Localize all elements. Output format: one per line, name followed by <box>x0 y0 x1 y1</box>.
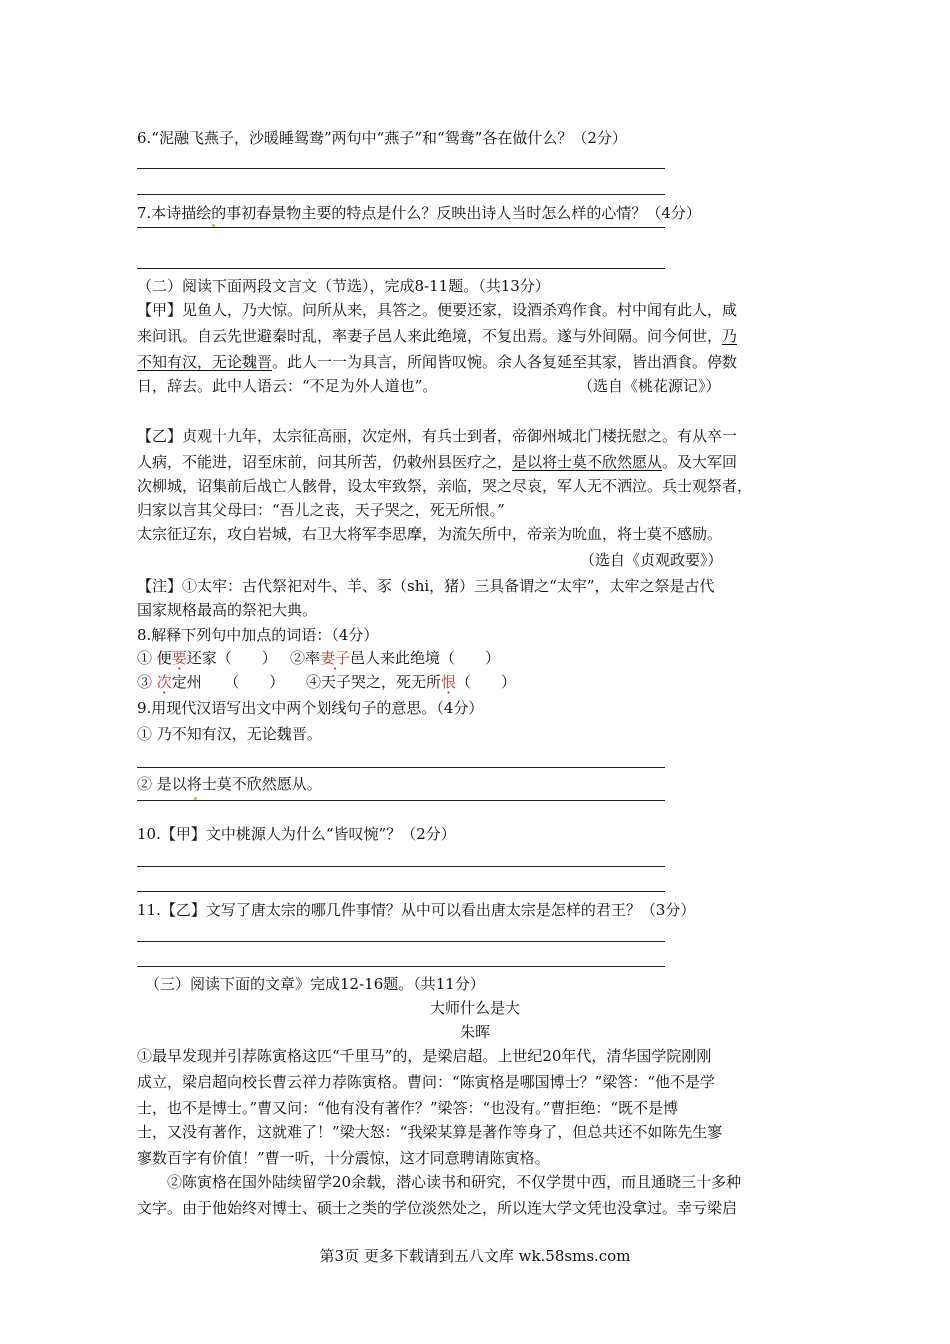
question-7: 7.本诗描绘的事初春景物主要的特点是什么？反映出诗人当时怎么样的心情？（4分） <box>137 204 701 222</box>
underlined-sentence-1: 不知有汉，无论魏晋 <box>137 353 273 371</box>
question-8-item: ③ 次定州 （ ） <box>137 673 285 691</box>
answer-line[interactable] <box>137 227 665 228</box>
note-line: 国家规格最高的祭祀大典。 <box>137 601 318 619</box>
section-3-heading: （三）阅读下面的文章》完成12-16题。（共11分） <box>145 975 485 993</box>
answer-line[interactable] <box>137 800 665 801</box>
question-8-item: ②率妻子邑人来此绝境（ ） <box>290 649 501 667</box>
question-9-item: ② 是以将士莫不欣然愿从。 <box>137 775 322 793</box>
passage-yi-line: 次柳城，诏集前后战亡人骸骨，设太牢致祭，亲临，哭之尽哀，军人无不洒泣。兵士观祭者， <box>137 477 753 495</box>
question-9-item: ① 乃不知有汉，无论魏晋。 <box>137 725 322 743</box>
page-footer: 第3页 更多下载请到五八文库 wk.58sms.com <box>319 1247 631 1265</box>
passage-jia-line: 【甲】见鱼人，乃大惊。问所从来，具答之。便要还家，设酒杀鸡作食。村中闻有此人，咸 <box>137 301 738 319</box>
passage-jia-line: 来问讯。自云先世避秦时乱，率妻子邑人来此绝境，不复出焉。遂与外间隔。问今何世，乃 <box>137 327 738 345</box>
article-title: 大师什么是大 <box>429 999 520 1017</box>
note-line: 【注】①太牢：古代祭祀对牛、羊、豕（shi，猪）三具备谓之“太牢”，太牢之祭是古代 <box>137 577 715 595</box>
answer-line[interactable] <box>137 168 665 169</box>
answer-line[interactable] <box>137 941 665 942</box>
article-line: 成立，梁启超向校长曹云祥力荐陈寅格。曹问：“陈寅格是哪国博士？”梁答：“他不是学 <box>137 1073 716 1091</box>
passage-jia-line: 日，辞去。此中人语云：“不足为外人道也”。 <box>137 377 438 395</box>
passage-yi-line: 太宗征辽东，攻白岩城，右卫大将军李思摩，为流矢所中，帝亲为吮血，将士莫不感励。 <box>137 525 723 543</box>
answer-line[interactable] <box>137 767 665 768</box>
underlined-sentence-2: 是以将士莫不欣然愿从 <box>512 453 663 471</box>
question-8-item: ④天子哭之，死无所恨（ ） <box>306 673 517 691</box>
question-8: 8.解释下列句中加点的词语：（4分） <box>137 626 379 644</box>
source-yi: （选自《贞观政要》） <box>580 551 723 569</box>
section-2-heading: （二）阅读下面两段文言文（节选），完成8-11题。（共13分） <box>137 277 550 295</box>
question-9: 9.用现代汉语写出文中两个划线句子的意思。（4分） <box>137 699 484 717</box>
answer-line[interactable] <box>137 866 665 867</box>
article-line: ①最早发现并引荐陈寅格这匹“千里马”的，是梁启超。上世纪20年代，清华国学院刚刚 <box>137 1047 712 1065</box>
article-line: ②陈寅格在国外陆续留学20余载，潜心读书和研究，不仅学贯中西，而且通晓三十多种 <box>167 1173 742 1191</box>
article-line: 寥数百字有价值！”曹一听，十分震惊，这才同意聘请陈寅格。 <box>137 1149 550 1167</box>
article-line: 文字。由于他始终对博士、硕士之类的学位淡然处之，所以连大学文凭也没拿过。幸亏梁启 <box>137 1199 738 1217</box>
article-author: 朱晖 <box>459 1023 490 1041</box>
answer-line[interactable] <box>137 194 665 195</box>
passage-yi-line: 归家以言其父母曰：“吾儿之丧，天子哭之，死无所恨。” <box>137 501 505 519</box>
article-line: 士，也不是博士。”曹又问：“他有没有著作？”梁答：“也没有。”曹拒绝：“既不是博 <box>137 1099 679 1117</box>
question-11: 11.【乙】文写了唐太宗的哪几件事情？从中可以看出唐太宗是怎样的君王？（3分） <box>137 901 696 919</box>
question-6: 6.“泥融飞燕子，沙暖睡鸳鸯”两句中“燕子”和“鸳鸯”各在做什么？（2分） <box>137 129 627 147</box>
passage-yi-line: 【乙】贞观十九年，太宗征高丽，次定州，有兵士到者，帝御州城北门楼抚慰之。有从卒一 <box>137 427 738 445</box>
article-line: 士，又没有著作，这就难了！”梁大怒：“我梁某算是著作等身了，但总共还不如陈先生寥 <box>137 1123 723 1141</box>
answer-line[interactable] <box>137 268 665 269</box>
question-8-item: ① 便要还家（ ） <box>137 649 277 667</box>
question-10: 10.【甲】文中桃源人为什么“皆叹惋”？（2分） <box>137 825 456 843</box>
answer-line[interactable] <box>137 891 665 892</box>
passage-jia-line: 不知有汉，无论魏晋。此人一一为具言，所闻皆叹惋。余人各复延至其家，皆出酒食。停数 <box>137 353 738 371</box>
passage-yi-line: 人病，不能进，诏至床前，问其所苦，仍敕州县医疗之，是以将士莫不欣然愿从。及大军回 <box>137 453 738 471</box>
answer-line[interactable] <box>137 966 665 967</box>
source-jia: （选自《桃花源记》） <box>578 377 721 395</box>
